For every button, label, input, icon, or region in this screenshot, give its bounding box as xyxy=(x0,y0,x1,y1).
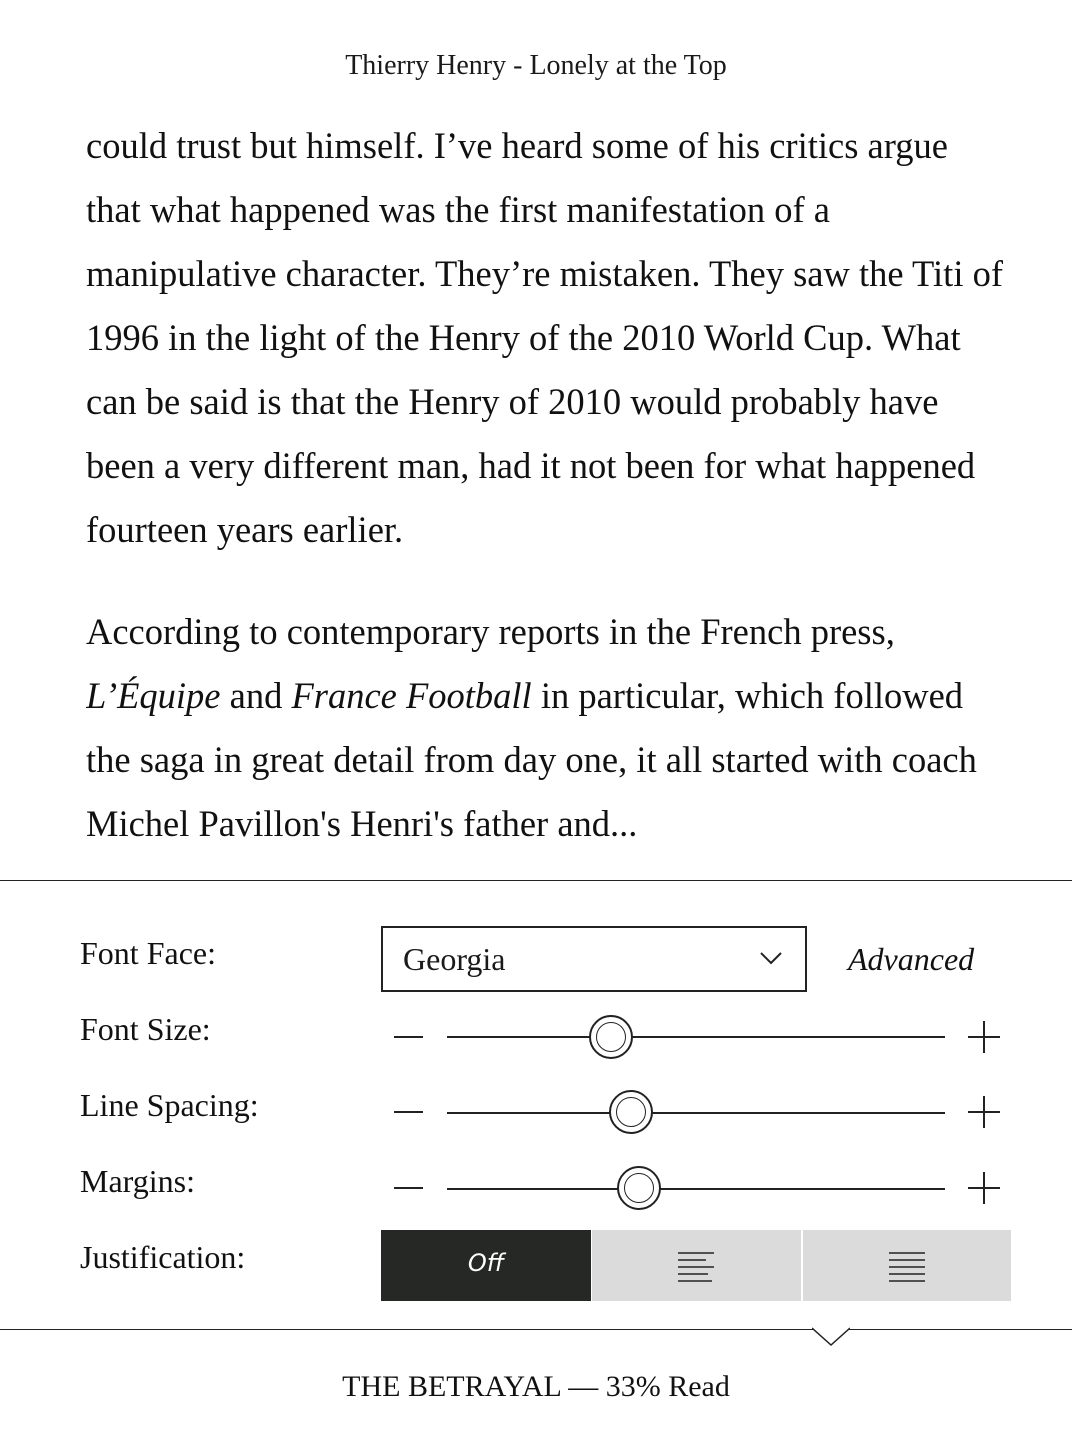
align-left-icon xyxy=(676,1250,716,1282)
line-spacing-slider-handle[interactable] xyxy=(609,1090,653,1134)
font-face-label: Font Face: xyxy=(80,935,216,971)
book-title-header: Thierry Henry - Lonely at the Top xyxy=(345,50,727,81)
margins-label: Margins: xyxy=(80,1163,195,1199)
paragraph-2-text-1: According to contemporary reports in the French press, xyxy=(86,611,895,652)
font-size-decrease-button[interactable] xyxy=(394,1022,424,1052)
justification-off-button[interactable] xyxy=(381,1230,591,1301)
justification-label: Justification: xyxy=(80,1239,246,1275)
margins-slider-handle[interactable] xyxy=(617,1166,661,1210)
justification-segmented-control xyxy=(381,1230,1011,1301)
font-face-value: Georgia xyxy=(403,941,506,977)
align-justify-icon xyxy=(887,1250,927,1282)
paragraph-1: could trust but himself. I’ve heard some of his critics argue that what happened was the first manifestation of a manipulative character. They’re mistaken. They saw the Titi of 1996 in the light of the Henry of the 2010 World Cup. What can be said is that the Henry of 2010 would probably have been a very different man, had it not been for what happened fourteen years earlier. xyxy=(86,125,1003,550)
font-size-slider-handle[interactable] xyxy=(589,1015,633,1059)
font-face-dropdown[interactable] xyxy=(381,926,807,992)
margins-slider-track[interactable] xyxy=(447,1188,945,1190)
panel-pointer-caret xyxy=(812,1326,850,1347)
justification-full-button[interactable] xyxy=(803,1230,1011,1301)
line-spacing-label: Line Spacing: xyxy=(80,1087,259,1123)
margins-decrease-button[interactable] xyxy=(394,1173,424,1203)
chevron-down-icon xyxy=(759,950,783,966)
reading-settings-panel xyxy=(0,880,1072,1330)
line-spacing-slider-track[interactable] xyxy=(447,1112,945,1114)
line-spacing-decrease-button[interactable] xyxy=(394,1097,424,1127)
paragraph-2-italic-lequipe: L’Équipe xyxy=(86,675,221,716)
paragraph-2-text-3: in particular, which followed the saga in great detail from day one, it all started with coach Michel Pavillon's Henri's father and... xyxy=(86,675,977,844)
line-spacing-increase-button[interactable] xyxy=(968,1096,1000,1128)
font-size-label: Font Size: xyxy=(80,1011,211,1047)
paragraph-2-text-2: and xyxy=(220,675,292,716)
font-size-slider-track[interactable] xyxy=(447,1036,945,1038)
advanced-settings-link[interactable]: Advanced xyxy=(848,941,975,977)
paragraph-2 xyxy=(86,600,1006,856)
justification-left-button[interactable] xyxy=(592,1230,801,1301)
font-size-increase-button[interactable] xyxy=(968,1021,1000,1053)
justification-off-label: Off xyxy=(467,1249,505,1277)
paragraph-2-italic-france-football: France Football xyxy=(291,675,532,716)
reading-area[interactable] xyxy=(86,114,1006,881)
margins-increase-button[interactable] xyxy=(968,1172,1000,1204)
reading-progress-status[interactable]: THE BETRAYAL — 33% Read xyxy=(342,1370,730,1403)
